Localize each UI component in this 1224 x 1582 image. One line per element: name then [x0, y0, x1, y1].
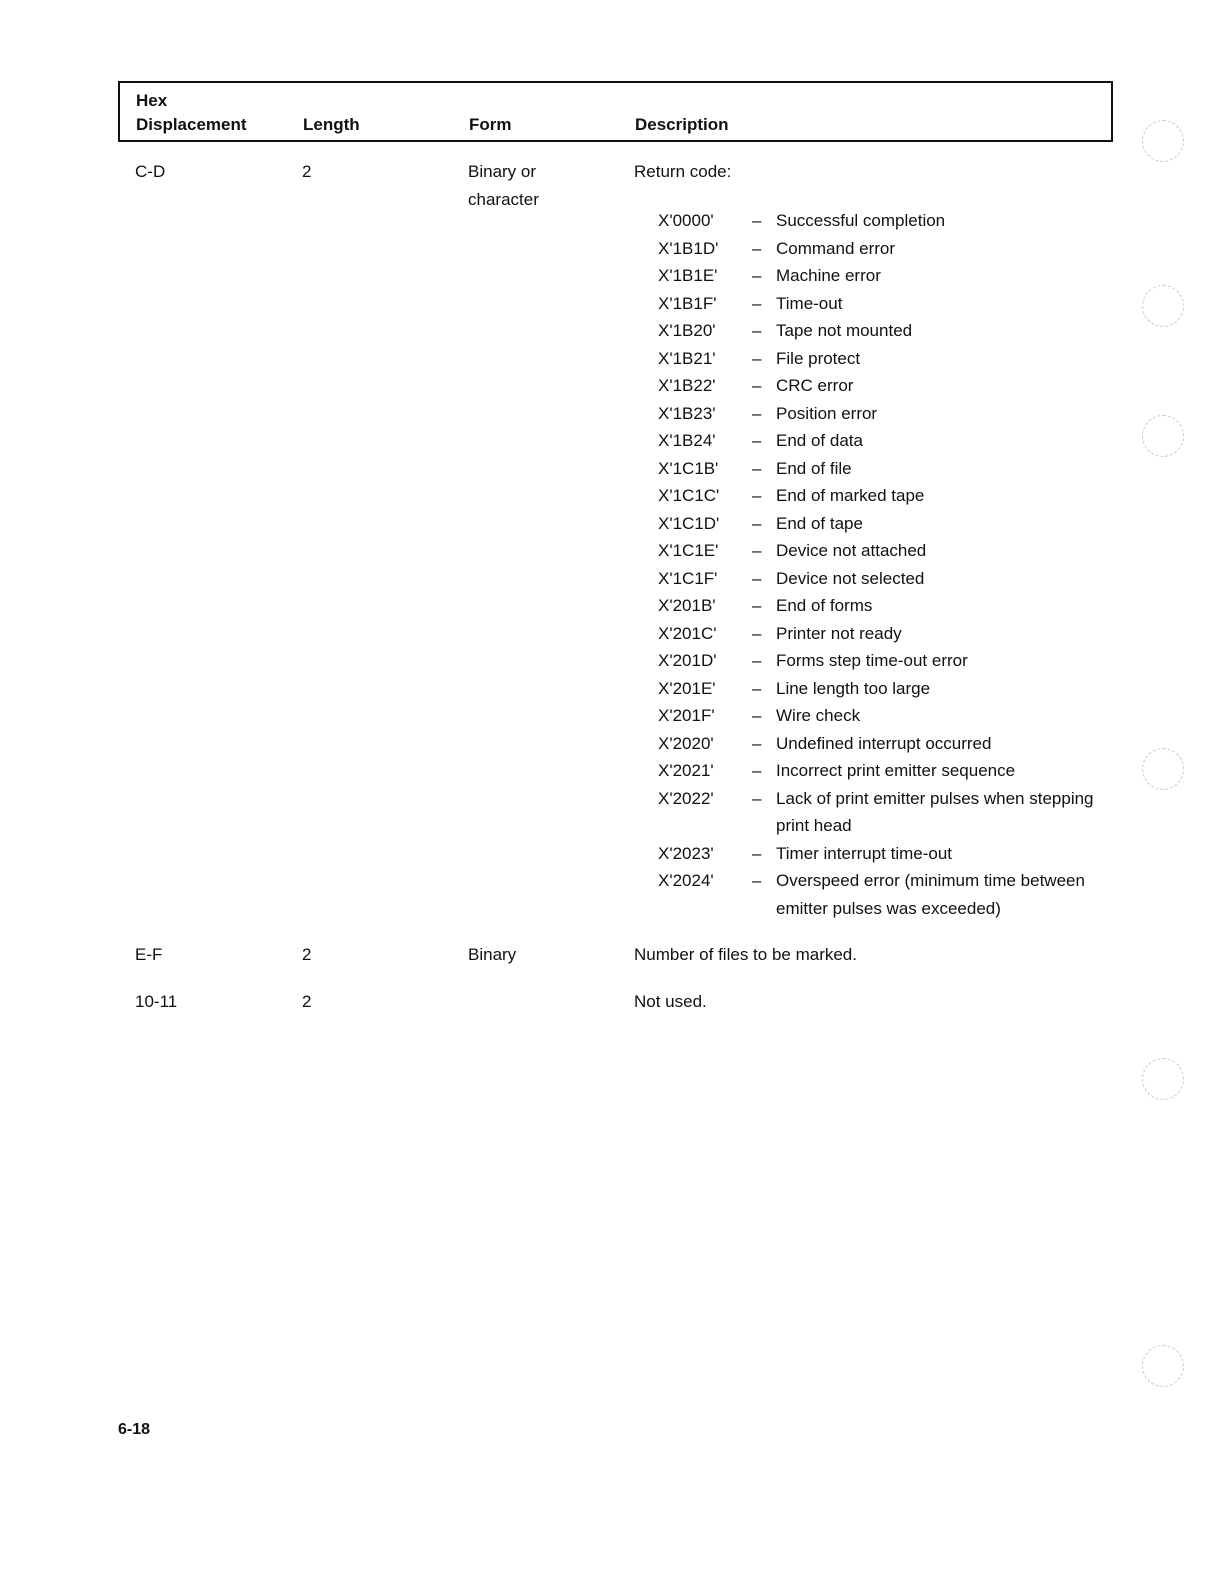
return-code-value: X'201D': [658, 651, 717, 670]
dash-separator: –: [752, 678, 762, 698]
return-code-value: X'2020': [658, 733, 714, 753]
return-code-row: [658, 702, 1128, 730]
row-1011-description: Not used.: [634, 992, 707, 1011]
dash-separator: –: [752, 843, 762, 863]
punch-hole-mark: [1142, 415, 1184, 457]
return-code-row: [658, 620, 1128, 648]
dash-separator: –: [752, 403, 762, 423]
header-displacement: Displacement: [136, 115, 247, 134]
header-description: Description: [635, 115, 729, 134]
row-cd-description: Return code:: [634, 162, 732, 181]
return-code-value: X'1C1F': [658, 568, 718, 588]
return-code-meaning: End of tape: [776, 513, 863, 533]
return-code-value: X'1B22': [658, 376, 716, 395]
return-code-row: [658, 785, 1128, 840]
dash-separator: –: [752, 733, 762, 753]
row-cd-form-line2: character: [468, 190, 539, 209]
dash-separator: –: [752, 513, 762, 533]
return-code-meaning: CRC error: [776, 376, 854, 395]
return-code-meaning: Timer interrupt time-out: [776, 843, 953, 863]
dash-separator: –: [752, 486, 762, 505]
return-code-meaning: End of forms: [776, 596, 873, 615]
header-form: Form: [469, 115, 512, 134]
dash-separator: –: [752, 706, 762, 725]
return-code-value: X'2024': [658, 871, 714, 890]
return-code-value: X'0000': [658, 211, 714, 230]
return-code-row: [658, 840, 1128, 868]
return-code-row: [658, 317, 1128, 345]
row-cd-form-line1: Binary or: [468, 162, 537, 181]
return-code-value: X'201B': [658, 596, 716, 615]
return-code-meaning: Lack of print emitter pulses when stepping print head: [776, 788, 1094, 835]
return-code-row: [658, 730, 1128, 758]
return-code-value: X'1B23': [658, 403, 716, 423]
return-code-value: X'201F': [658, 706, 715, 725]
dash-separator: –: [752, 238, 762, 258]
dash-separator: –: [752, 431, 762, 450]
dash-separator: –: [752, 211, 762, 230]
return-code-meaning: End of file: [776, 458, 852, 478]
dash-separator: –: [752, 541, 762, 560]
header-hex: Hex: [136, 91, 168, 110]
return-code-value: X'1C1B': [658, 458, 719, 478]
table-header: [118, 81, 1113, 142]
return-code-value: X'2022': [658, 788, 714, 808]
return-code-row: [658, 537, 1128, 565]
return-code-meaning: Undefined interrupt occurred: [776, 733, 992, 753]
return-code-row: [658, 290, 1128, 318]
return-code-row: [658, 482, 1128, 510]
return-code-meaning: End of marked tape: [776, 486, 925, 505]
return-code-row: [658, 757, 1128, 785]
punch-hole-mark: [1142, 120, 1184, 162]
return-code-row: [658, 345, 1128, 373]
row-1011-displacement: 10-11: [135, 992, 178, 1011]
return-code-value: X'201C': [658, 623, 717, 643]
return-code-value: X'1B21': [658, 348, 716, 368]
dash-separator: –: [752, 623, 762, 643]
return-code-row: [658, 207, 1128, 235]
dash-separator: –: [752, 761, 762, 780]
return-code-meaning: Device not selected: [776, 568, 925, 588]
return-code-meaning: Command error: [776, 238, 896, 258]
return-code-meaning: File protect: [776, 348, 861, 368]
return-code-meaning: Forms step time-out error: [776, 651, 968, 670]
return-code-row: [658, 427, 1128, 455]
row-1011-length: 2: [302, 992, 312, 1011]
dash-separator: –: [752, 651, 762, 670]
dash-separator: –: [752, 321, 762, 340]
return-code-row: [658, 675, 1128, 703]
return-code-value: X'1B1F': [658, 293, 717, 313]
return-code-value: X'1C1E': [658, 541, 719, 560]
return-code-row: [658, 565, 1128, 593]
dash-separator: –: [752, 376, 762, 395]
dash-separator: –: [752, 568, 762, 588]
return-code-row: [658, 510, 1128, 538]
dash-separator: –: [752, 871, 762, 890]
dash-separator: –: [752, 266, 762, 285]
return-code-meaning: Device not attached: [776, 541, 927, 560]
dash-separator: –: [752, 348, 762, 368]
punch-hole-mark: [1142, 1345, 1184, 1387]
return-code-meaning: Wire check: [776, 706, 861, 725]
return-code-value: X'201E': [658, 678, 716, 698]
return-code-meaning: Overspeed error (minimum time between emitter pulses was exceeded): [776, 871, 1085, 918]
return-code-row: [658, 592, 1128, 620]
return-code-meaning: Tape not mounted: [776, 321, 913, 340]
return-code-value: X'1B24': [658, 431, 716, 450]
row-cd-displacement: C-D: [135, 162, 166, 181]
return-code-value: X'1B20': [658, 321, 716, 340]
return-code-row: [658, 455, 1128, 483]
return-code-row: [658, 400, 1128, 428]
return-code-row: [658, 262, 1128, 290]
dash-separator: –: [752, 788, 762, 808]
return-code-meaning: Successful completion: [776, 211, 946, 230]
return-code-value: X'2021': [658, 761, 714, 780]
return-code-meaning: Position error: [776, 403, 878, 423]
row-ef-displacement: E-F: [135, 945, 163, 964]
return-code-value: X'1C1D': [658, 513, 720, 533]
header-length: Length: [303, 115, 360, 134]
dash-separator: –: [752, 293, 762, 313]
return-code-row: [658, 867, 1128, 922]
return-code-meaning: Machine error: [776, 266, 881, 285]
return-code-row: [658, 235, 1128, 263]
return-code-value: X'1B1E': [658, 266, 718, 285]
return-code-value: X'1C1C': [658, 486, 720, 505]
return-code-list: [658, 207, 1128, 922]
return-code-meaning: End of data: [776, 431, 863, 450]
dash-separator: –: [752, 458, 762, 478]
punch-hole-mark: [1142, 285, 1184, 327]
dash-separator: –: [752, 596, 762, 615]
return-code-value: X'1B1D': [658, 238, 719, 258]
row-ef-description: Number of files to be marked.: [634, 945, 857, 964]
page-number: 6-18: [118, 1421, 151, 1438]
punch-hole-mark: [1142, 748, 1184, 790]
return-code-row: [658, 372, 1128, 400]
row-cd-length: 2: [302, 162, 312, 181]
return-code-meaning: Printer not ready: [776, 623, 902, 643]
return-code-meaning: Time-out: [776, 293, 843, 313]
return-code-meaning: Incorrect print emitter sequence: [776, 761, 1016, 780]
row-ef-length: 2: [302, 945, 312, 964]
return-code-row: [658, 647, 1128, 675]
punch-hole-mark: [1142, 1058, 1184, 1100]
row-ef-form: Binary: [468, 945, 517, 964]
return-code-value: X'2023': [658, 843, 714, 863]
return-code-meaning: Line length too large: [776, 678, 931, 698]
